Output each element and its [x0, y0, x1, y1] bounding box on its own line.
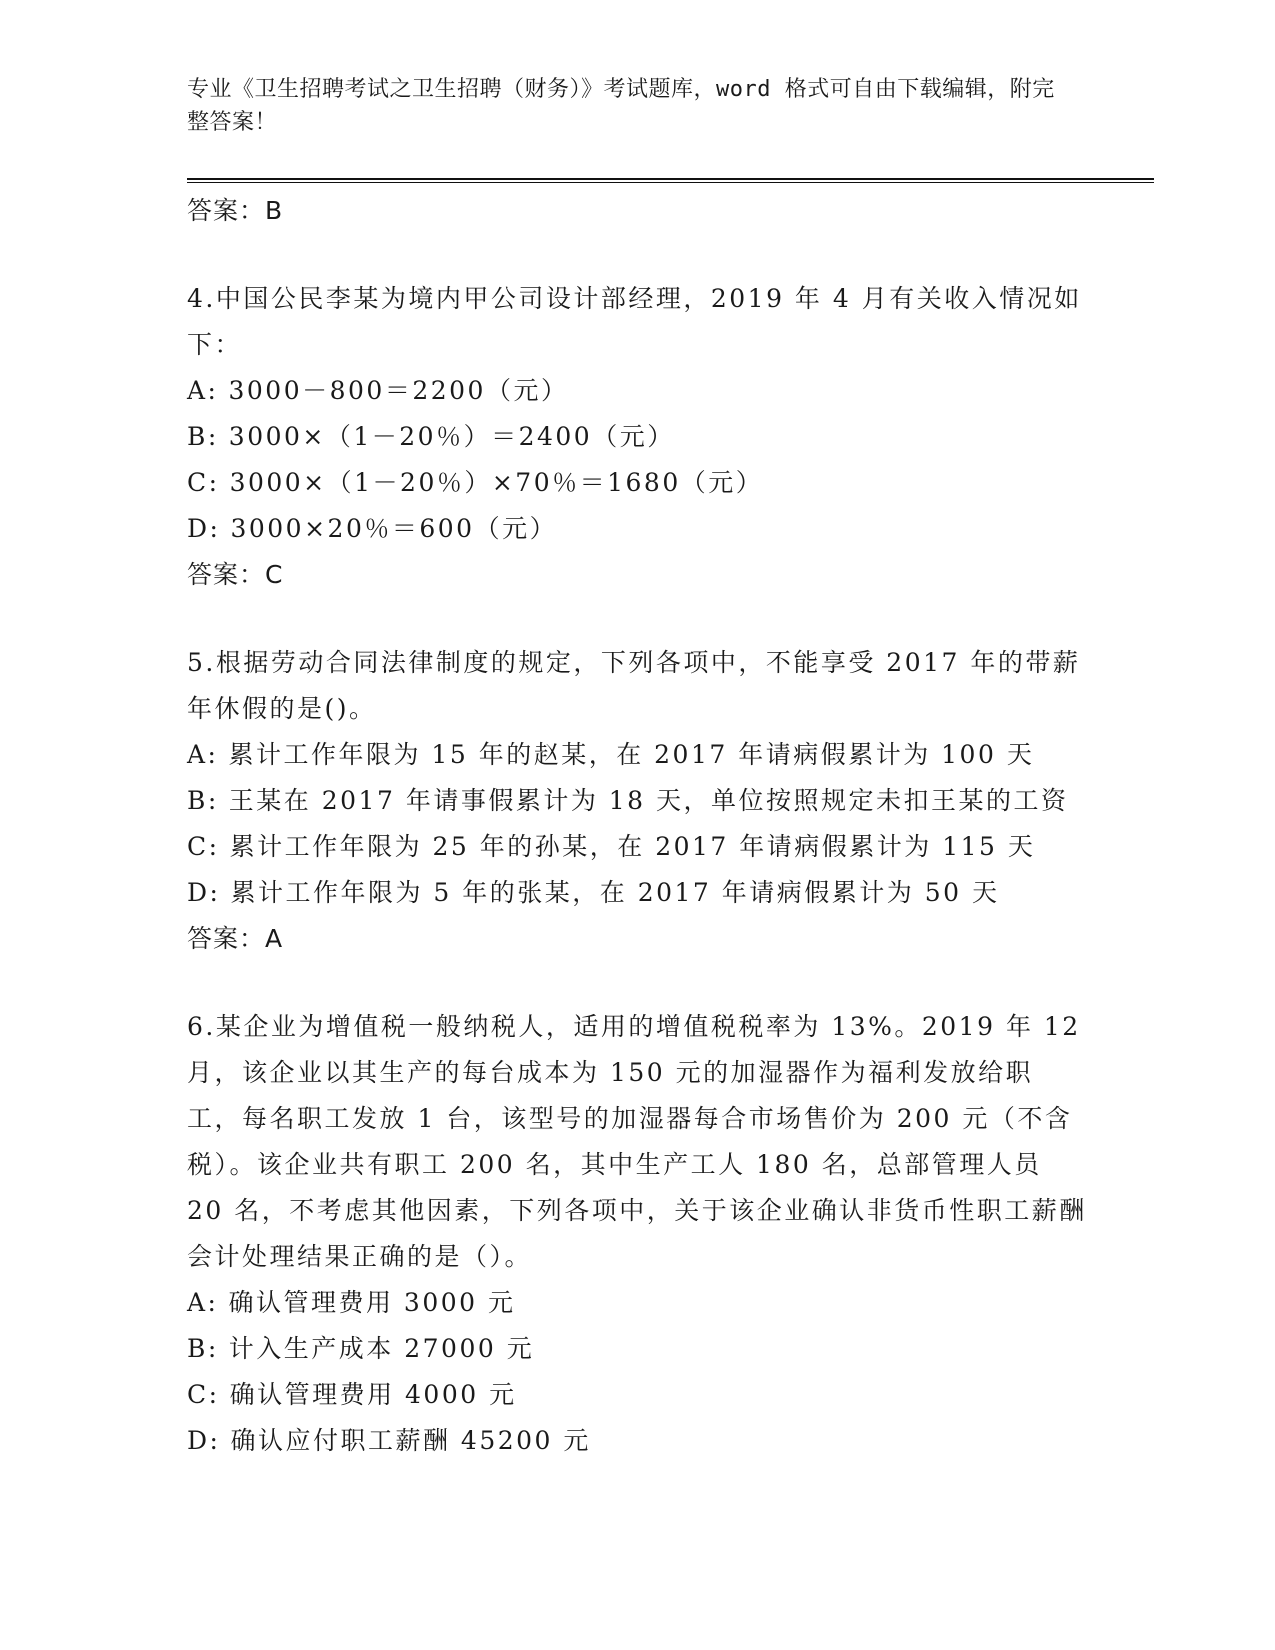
- option-a: [187, 1280, 1087, 1326]
- option-key: A:: [187, 376, 219, 405]
- option-b: [187, 778, 1087, 824]
- option-key: C:: [187, 468, 220, 497]
- option-c: [187, 824, 1087, 870]
- option-key: B:: [187, 786, 219, 815]
- option-text: 累计工作年限为 25 年的孙某，在 2017 年请病假累计为 115 天: [229, 832, 1036, 861]
- answer-line: 答案：B: [187, 196, 284, 225]
- option-text: 累计工作年限为 5 年的张某，在 2017 年请病假累计为 50 天: [230, 878, 1000, 907]
- option-key: D:: [187, 878, 221, 907]
- answer-line: 答案：C: [187, 560, 284, 589]
- question-item: [187, 276, 1087, 598]
- option-text: 确认管理费用 3000 元: [228, 1288, 516, 1317]
- question-text: 5.根据劳动合同法律制度的规定，下列各项中，不能享受 2017 年的带薪年休假的是()。: [187, 648, 1081, 723]
- option-d: [187, 506, 1087, 552]
- option-c: [187, 460, 1087, 506]
- option-key: D:: [187, 514, 221, 543]
- option-key: B:: [187, 422, 219, 451]
- option-text: 累计工作年限为 15 年的赵某，在 2017 年请病假累计为 100 天: [228, 740, 1035, 769]
- option-text: 王某在 2017 年请事假累计为 18 天，单位按照规定未扣王某的工资: [228, 786, 1069, 815]
- question-text: 6.某企业为增值税一般纳税人，适用的增值税税率为 13%。2019 年 12 月，该企业以其生产的每台成本为 150 元的加湿器作为福利发放给职工，每名职工发放 1 台，该型号的加湿器每合市场售价为 200 元（不含税）。该企业共有职工 200 名，其中生产工人 180 名，总部管理人员 20 名，不考虑其他因素，下列各项中，关于该企业确认非货币性职工薪酬会计处理结果正确的是（）。: [187, 1012, 1087, 1271]
- document-header: 专业《卫生招聘考试之卫生招聘（财务）》考试题库，word 格式可自由下载编辑，附完整答案！: [187, 77, 1055, 135]
- option-key: C:: [187, 832, 220, 861]
- option-text: 计入生产成本 27000 元: [228, 1334, 535, 1363]
- document-body: [187, 188, 1087, 1464]
- question-text: 4.中国公民李某为境内甲公司设计部经理，2019 年 4 月有关收入情况如下：: [187, 284, 1082, 359]
- option-text: 确认应付职工薪酬 45200 元: [230, 1426, 591, 1455]
- option-a: [187, 732, 1087, 778]
- question-item: [187, 1004, 1087, 1464]
- option-text: 确认管理费用 4000 元: [229, 1380, 517, 1409]
- option-key: D:: [187, 1426, 221, 1455]
- option-text: 3000×（1－20％）＝2400（元）: [228, 422, 675, 451]
- answer-line: 答案：A: [187, 924, 284, 953]
- option-c: [187, 1372, 1087, 1418]
- option-b: [187, 414, 1087, 460]
- option-d: [187, 870, 1087, 916]
- question-item: [187, 640, 1087, 962]
- option-key: A:: [187, 1288, 219, 1317]
- option-text: 3000×（1－20％）×70％＝1680（元）: [229, 468, 764, 497]
- option-key: A:: [187, 740, 219, 769]
- option-b: [187, 1326, 1087, 1372]
- option-text: 3000×20％＝600（元）: [230, 514, 558, 543]
- option-d: [187, 1418, 1087, 1464]
- option-key: C:: [187, 1380, 220, 1409]
- option-key: B:: [187, 1334, 219, 1363]
- header-divider: [187, 178, 1154, 183]
- option-a: [187, 368, 1087, 414]
- option-text: 3000－800＝2200（元）: [228, 376, 569, 405]
